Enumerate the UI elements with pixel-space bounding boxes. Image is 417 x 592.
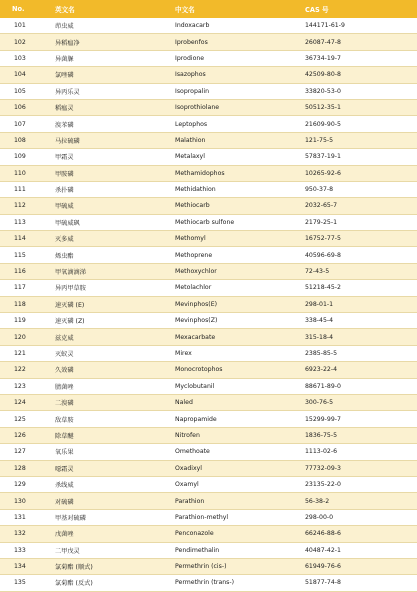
table-row: [0, 477, 417, 493]
cell-cas: 56-38-2: [305, 497, 330, 505]
cell-cn: 氧乐果: [55, 449, 74, 457]
table-row: [0, 133, 417, 149]
table-row: [0, 428, 417, 444]
table-row: [0, 346, 417, 362]
cell-cas: 950-37-8: [305, 186, 334, 194]
cell-en: Naled: [175, 399, 193, 407]
cell-cn: 杀线威: [55, 482, 74, 490]
cell-en: Mevinphos(E): [175, 300, 218, 308]
cell-cn: 除草醚: [55, 432, 74, 440]
cell-en: Leptophos: [175, 120, 208, 128]
cell-en: Metalaxyl: [175, 153, 205, 161]
cell-en: Parathion-methyl: [175, 513, 229, 521]
cell-en: Iprobenfos: [175, 38, 208, 46]
cell-no: 124: [14, 399, 26, 407]
cell-cas: 51877-74-8: [305, 579, 341, 587]
cell-no: 119: [14, 317, 26, 325]
table-row: [0, 215, 417, 231]
table-row: [0, 493, 417, 509]
table-row: [0, 510, 417, 526]
cell-en: Monocrotophos: [175, 366, 223, 374]
cell-en: Oxadixyl: [175, 464, 203, 472]
cell-no: 112: [14, 202, 26, 210]
cell-cas: 6923-22-4: [305, 366, 338, 374]
cell-cn: 杀扑磷: [55, 187, 74, 195]
cell-en: Iprodione: [175, 54, 205, 62]
cell-cas: 300-76-5: [305, 399, 334, 407]
cell-cn: 甲胺磷: [55, 170, 74, 178]
cell-no: 113: [14, 218, 26, 226]
cell-en: Pendimethalin: [175, 546, 220, 554]
cell-cn: 稻瘟灵: [55, 105, 74, 113]
table-body: [0, 18, 417, 592]
cell-en: Methamidophos: [175, 169, 225, 177]
cell-cas: 26087-47-8: [305, 38, 341, 46]
cell-en: Permethrin (cis-): [175, 563, 227, 571]
cell-no: 101: [14, 22, 26, 30]
cell-cn: 速灭磷 (E): [55, 301, 85, 309]
cell-cas: 144171-61-9: [305, 22, 345, 30]
cell-no: 106: [14, 104, 26, 112]
cell-en: Isopropalin: [175, 87, 210, 95]
table-row: [0, 559, 417, 575]
cell-no: 103: [14, 54, 26, 62]
table-row: [0, 166, 417, 182]
table-row: [0, 444, 417, 460]
cell-en: Parathion: [175, 497, 205, 505]
table-row: [0, 461, 417, 477]
cell-cas: 36734-19-7: [305, 54, 341, 62]
table-row: [0, 149, 417, 165]
cell-cas: 298-01-1: [305, 300, 334, 308]
cell-cas: 23135-22-0: [305, 481, 341, 489]
table-row: [0, 297, 417, 313]
cell-cas: 2179-25-1: [305, 218, 338, 226]
cell-cn: 甲基对硫磷: [55, 514, 86, 522]
table-row: [0, 198, 417, 214]
cell-no: 118: [14, 300, 26, 308]
cell-no: 105: [14, 87, 26, 95]
cell-cn: 灭多威: [55, 236, 74, 244]
cell-cas: 33820-53-0: [305, 87, 341, 95]
cell-no: 131: [14, 513, 26, 521]
cell-no: 127: [14, 448, 26, 456]
cell-cas: 1113-02-6: [305, 448, 338, 456]
cell-no: 123: [14, 382, 26, 390]
cell-cn: 灭蚁灵: [55, 351, 74, 358]
cell-cas: 2385-85-5: [305, 350, 338, 357]
header-en: 中文名: [175, 6, 195, 14]
table-row: [0, 182, 417, 198]
cell-cas: 10265-92-6: [305, 169, 341, 177]
cell-no: 120: [14, 333, 26, 341]
cell-cas: 42509-80-8: [305, 71, 341, 79]
cell-no: 121: [14, 350, 26, 357]
cell-en: Mexacarbate: [175, 333, 216, 341]
cell-en: Indoxacarb: [175, 22, 210, 30]
cell-no: 132: [14, 530, 26, 538]
cell-no: 114: [14, 235, 26, 243]
cell-cn: 兹克威: [55, 334, 74, 342]
header-no: No.: [12, 5, 25, 13]
cell-cas: 57837-19-1: [305, 153, 341, 161]
cell-cas: 51218-45-2: [305, 284, 341, 292]
cell-cas: 66246-88-6: [305, 530, 341, 538]
table-row: [0, 543, 417, 559]
cell-cas: 338-45-4: [305, 317, 334, 325]
table-row: [0, 84, 417, 100]
table-row: [0, 575, 417, 591]
table-row: [0, 18, 417, 34]
cell-no: 135: [14, 579, 26, 587]
cell-cn: 戊菌唑: [55, 531, 74, 539]
cell-no: 108: [14, 136, 26, 144]
cell-cn: 茚虫威: [55, 23, 74, 31]
table-row: [0, 51, 417, 67]
cell-cas: 21609-90-5: [305, 120, 341, 128]
cell-en: Mevinphos(Z): [175, 317, 218, 325]
cell-cn: 烯虫酯: [55, 252, 74, 260]
cell-cas: 88671-89-0: [305, 382, 341, 390]
cell-cas: 50512-35-1: [305, 104, 341, 112]
cell-cn: 二溴磷: [55, 400, 74, 408]
cell-cas: 121-75-5: [305, 136, 334, 144]
cell-cas: 1836-75-5: [305, 431, 338, 439]
cell-cn: 二甲戊灵: [55, 547, 80, 555]
table-row: [0, 231, 417, 247]
cell-no: 126: [14, 431, 26, 439]
cell-en: Isoprothiolane: [175, 104, 220, 112]
cell-cn: 敌草胺: [55, 416, 74, 424]
table-row: [0, 67, 417, 83]
cell-cn: 久效磷: [55, 367, 74, 375]
table-row: [0, 34, 417, 50]
cell-cn: 甲硫威: [55, 203, 74, 211]
cell-en: Myclobutanil: [175, 382, 215, 390]
cell-cn: 对硫磷: [55, 498, 74, 506]
table-row: [0, 395, 417, 411]
header-cn: 英文名: [55, 6, 75, 14]
cell-cn: 氯菊酯 (反式): [55, 580, 93, 588]
table-row: [0, 411, 417, 427]
cell-no: 134: [14, 563, 26, 571]
cell-en: Metolachlor: [175, 284, 212, 292]
cell-cn: 氯唑磷: [55, 72, 74, 80]
cell-cn: 甲氧滴滴涕: [55, 269, 86, 277]
cell-cn: 异丙乐灵: [55, 88, 80, 96]
cell-en: Methomyl: [175, 235, 206, 243]
table-row: [0, 264, 417, 280]
cell-cas: 77732-09-3: [305, 464, 341, 472]
table-row: [0, 526, 417, 542]
table-row: [0, 100, 417, 116]
cell-cas: 16752-77-5: [305, 235, 341, 243]
cell-no: 104: [14, 71, 26, 79]
cell-en: Isazophos: [175, 71, 206, 79]
cell-cn: 腈菌唑: [55, 383, 74, 391]
cell-cn: 异丙甲草胺: [55, 285, 86, 293]
cell-cn: 马拉硫磷: [55, 137, 80, 145]
cell-no: 107: [14, 120, 26, 128]
cell-no: 129: [14, 481, 26, 489]
cell-en: Napropamide: [175, 415, 217, 423]
cell-cas: 40596-69-8: [305, 251, 341, 259]
cell-cas: 15299-99-7: [305, 415, 341, 423]
cell-no: 111: [14, 186, 26, 194]
cell-no: 109: [14, 153, 26, 161]
table-row: [0, 280, 417, 296]
cell-cn: 甲霜灵: [55, 154, 74, 162]
table-row: [0, 379, 417, 395]
cell-no: 122: [14, 366, 26, 374]
cell-en: Penconazole: [175, 530, 214, 538]
cell-no: 110: [14, 169, 26, 177]
cell-en: Omethoate: [175, 448, 210, 456]
header-cas: CAS 号: [305, 6, 329, 14]
cell-cn: 溴苯磷: [55, 121, 74, 129]
cell-en: Oxamyl: [175, 481, 199, 489]
cell-no: 102: [14, 38, 26, 46]
table-row: [0, 329, 417, 345]
cell-no: 125: [14, 415, 26, 423]
cell-en: Nitrofen: [175, 431, 200, 439]
cell-cas: 40487-42-1: [305, 546, 341, 554]
cell-en: Permethrin (trans-): [175, 579, 235, 587]
cell-en: Mirex: [175, 350, 192, 357]
cell-cas: 315-18-4: [305, 333, 334, 341]
table-row: [0, 362, 417, 378]
cell-cas: 298-00-0: [305, 513, 334, 521]
cell-cn: 速灭磷 (Z): [55, 318, 85, 326]
cell-cn: 氯菊酯 (顺式): [55, 564, 93, 572]
cell-cas: 2032-65-7: [305, 202, 338, 210]
cell-no: 130: [14, 497, 26, 505]
cell-no: 128: [14, 464, 26, 472]
cell-cn: 异菌脲: [55, 55, 74, 63]
cell-en: Malathion: [175, 136, 206, 144]
cell-cas: 72-43-5: [305, 268, 330, 276]
cell-cas: 61949-76-6: [305, 563, 341, 571]
cell-no: 115: [14, 251, 26, 259]
cell-en: Methiocarb sulfone: [175, 218, 235, 226]
cell-en: Methoxychlor: [175, 268, 217, 276]
cell-en: Methoprene: [175, 251, 213, 259]
cell-en: Methiocarb: [175, 202, 210, 210]
cell-en: Methidathion: [175, 186, 216, 194]
cell-cn: 甲硫威砜: [55, 219, 80, 227]
cell-no: 116: [14, 268, 26, 276]
cell-cn: 异稻瘟净: [55, 39, 80, 47]
cell-cn: 噁霜灵: [55, 465, 74, 473]
table-row: [0, 247, 417, 263]
table-row: [0, 116, 417, 132]
table-row: [0, 313, 417, 329]
cell-no: 117: [14, 284, 26, 292]
table-header: [0, 0, 417, 18]
cell-no: 133: [14, 546, 26, 554]
